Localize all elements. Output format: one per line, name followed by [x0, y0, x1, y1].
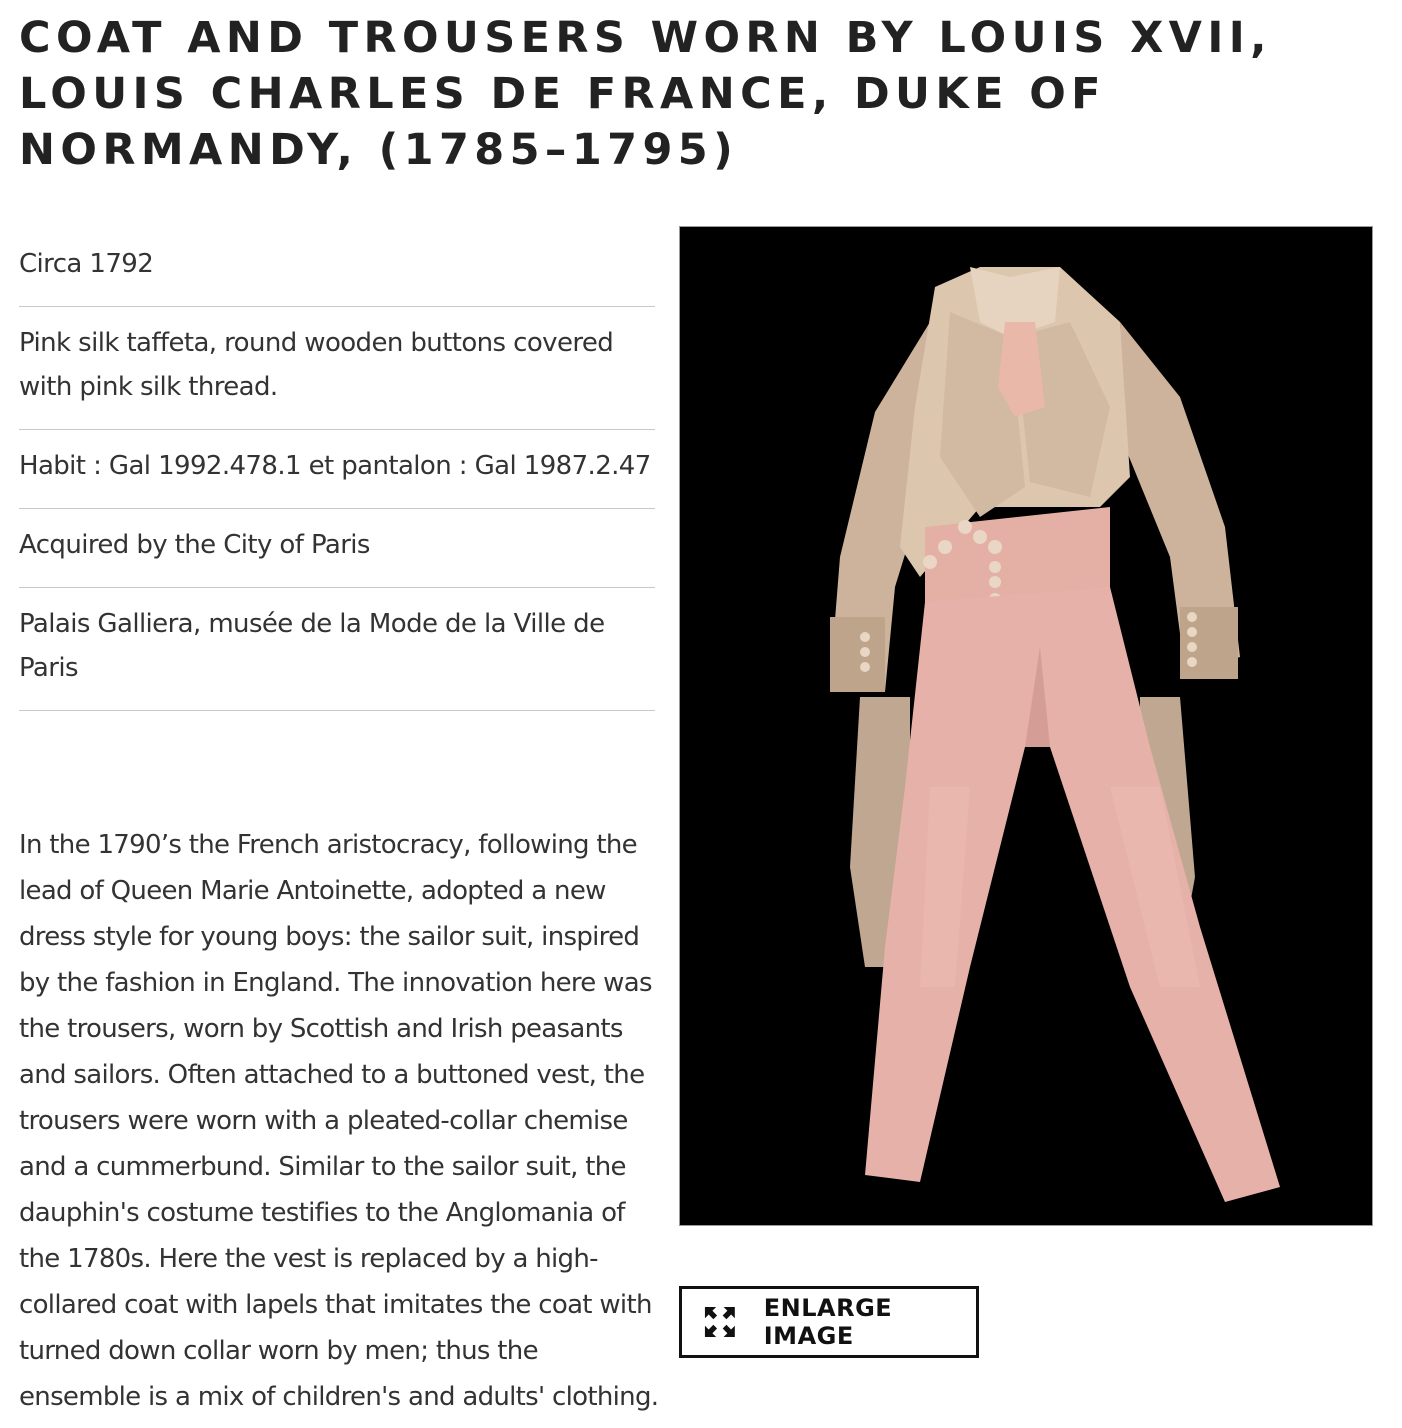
enlarge-image-button[interactable]: [679, 1286, 979, 1358]
detail-acquisition: Acquired by the City of Paris: [19, 509, 655, 588]
cuff-left: [830, 617, 885, 692]
detail-date: Circa 1792: [19, 228, 655, 307]
artwork-description: In the 1790’s the French aristocracy, following the lead of Queen Marie Antoinette, adopted a new dress style for young boys: the sailor suit, inspired by the fashion in England. The innovation here was the trousers, worn by Scottish and Irish peasants and sailors. Often attached to a buttoned vest, the trousers were worn with a pleated-collar chemise and a cummerbund. Similar to the sailor suit, the dauphin's costume testifies to the Anglomania of the 1780s. Here the vest is replaced by a high-collared coat with lapels that imitates the coat with turned down collar worn by men; thus the ensemble is a mix of children's and adults' clothing.: [19, 830, 659, 1412]
page-title: COAT AND TROUSERS WORN BY LOUIS XVII, LOUIS CHARLES DE FRANCE, DUKE OF NORMANDY, (1785–1795): [19, 13, 1272, 175]
costume-illustration: [680, 227, 1372, 1225]
enlarge-image-label: ENLARGE IMAGE: [763, 1294, 893, 1350]
detail-museum: Palais Galliera, musée de la Mode de la Ville de Paris: [19, 588, 655, 711]
artwork-image[interactable]: [679, 226, 1373, 1226]
artwork-details-list: [19, 228, 655, 711]
expand-arrows-icon: [704, 1305, 736, 1339]
detail-materials: Pink silk taffeta, round wooden buttons covered with pink silk thread.: [19, 307, 655, 430]
detail-inventory-number: Habit : Gal 1992.478.1 et pantalon : Gal 1987.2.47: [19, 430, 655, 509]
